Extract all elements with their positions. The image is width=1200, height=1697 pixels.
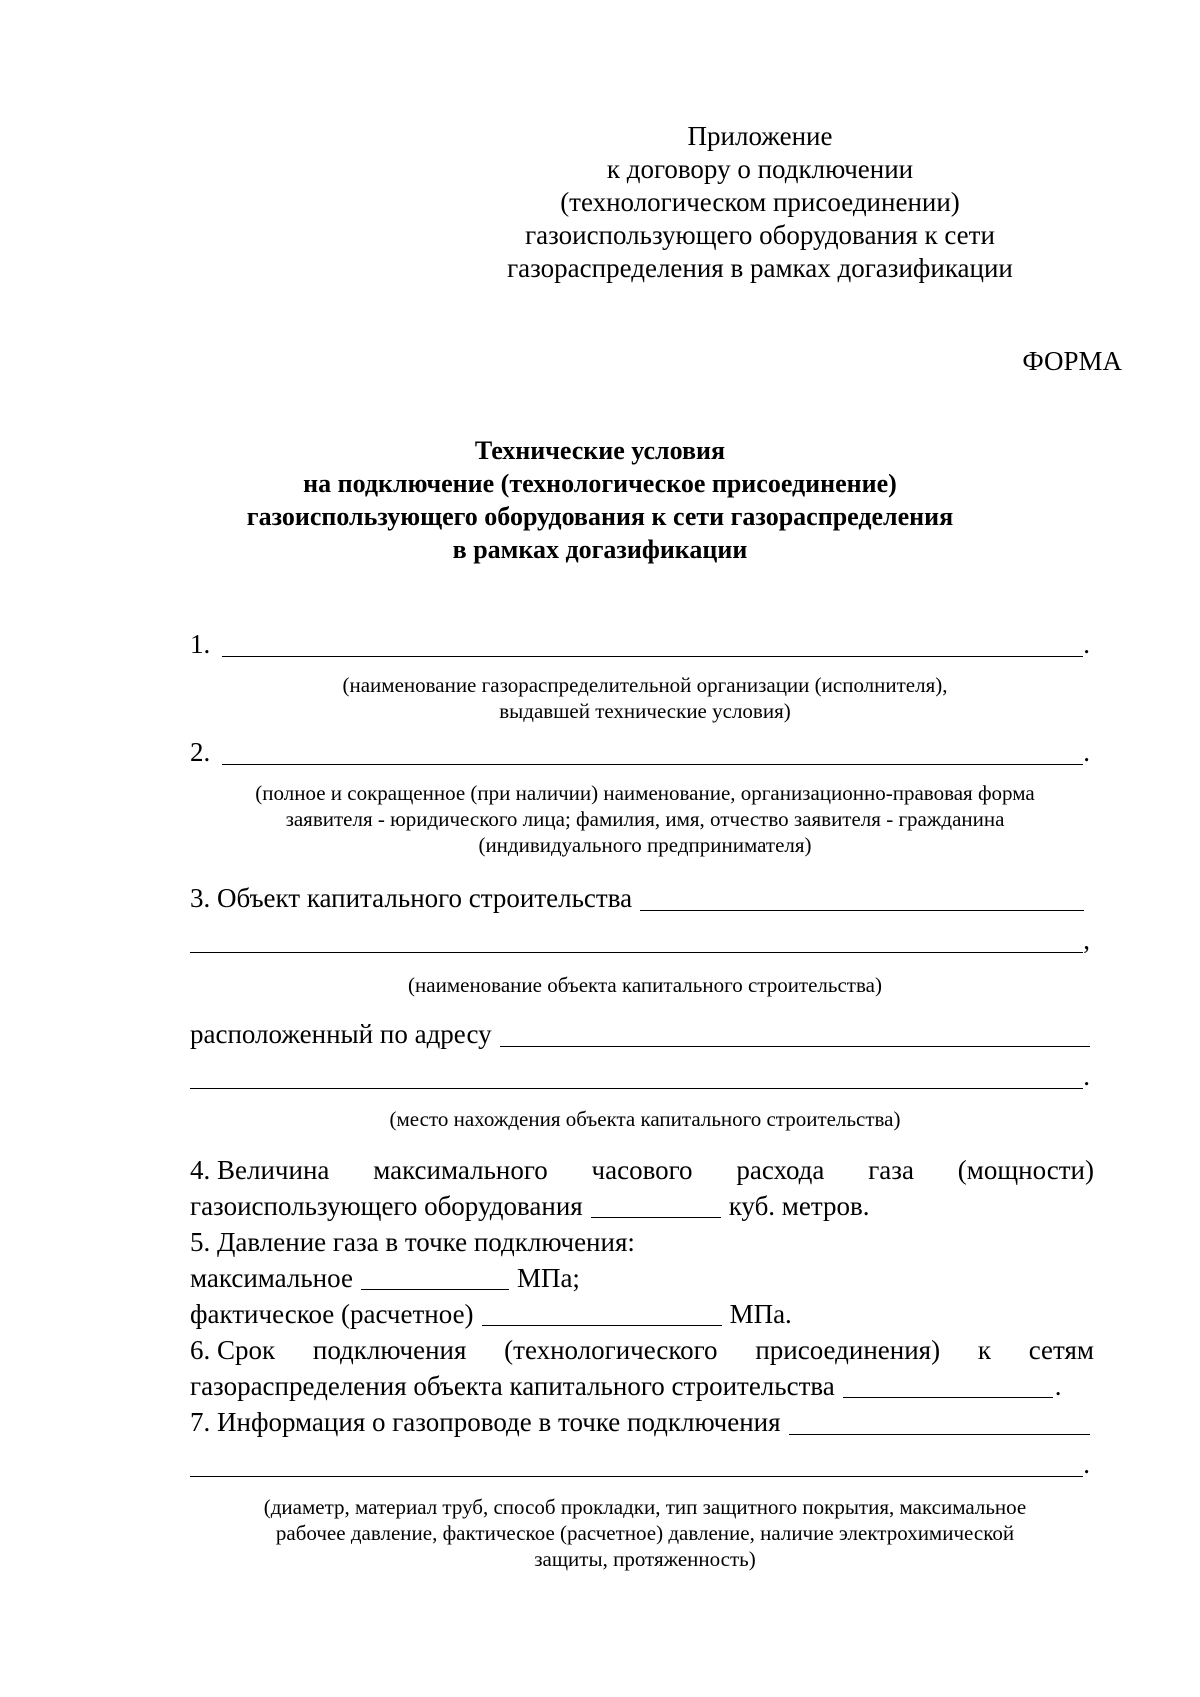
item-1-row — [190, 626, 1090, 662]
max-pressure-unit: МПа; — [516, 1263, 580, 1293]
max-pressure-label: максимальное — [190, 1263, 353, 1293]
item-6-word: к — [977, 1335, 991, 1365]
item-3-field[interactable] — [640, 880, 1084, 911]
item-3-field-continued[interactable] — [190, 922, 1083, 953]
item-6-line-2 — [190, 1368, 1062, 1404]
item-4-word: расхода — [736, 1155, 825, 1185]
address-label: расположенный по адресу — [190, 1019, 492, 1049]
title-line: в рамках догазификации — [452, 535, 748, 564]
gas-flow-field[interactable] — [591, 1189, 721, 1218]
caption-line: (место нахождения объекта капитального строительства) — [389, 1107, 901, 1131]
item-1-end: . — [1083, 629, 1090, 659]
item-6-word: подключения — [312, 1335, 467, 1365]
caption-line: (индивидуального предпринимателя) — [478, 833, 812, 857]
item-4-word: газа — [868, 1155, 914, 1185]
item-2-end: . — [1083, 737, 1090, 767]
item-5-text: 5. Давление газа в точке подключения: — [190, 1227, 635, 1257]
form-label: ФОРМА — [1022, 346, 1122, 376]
connection-term-field[interactable] — [843, 1369, 1053, 1398]
address-field[interactable] — [500, 1016, 1090, 1047]
caption-line: рабочее давление, фактическое (расчетное) давление, наличие электрохимической — [275, 1521, 1015, 1545]
item-4-line-2 — [190, 1188, 870, 1224]
item-4-line-1 — [190, 1152, 1094, 1188]
item-6-word: сетям — [1028, 1335, 1094, 1365]
address-row-2 — [190, 1058, 1090, 1094]
max-pressure-row — [190, 1260, 580, 1296]
item-7-row — [190, 1404, 1090, 1440]
item-6-line-1 — [190, 1332, 1094, 1368]
item-6-word: (технологического — [504, 1335, 718, 1365]
item-6-word: присоединения) — [755, 1335, 941, 1365]
address-field-continued[interactable] — [190, 1058, 1083, 1089]
address-caption — [180, 1106, 1110, 1132]
address-row — [190, 1016, 1090, 1052]
item-4-unit: куб. метров. — [728, 1191, 870, 1221]
max-pressure-field[interactable] — [361, 1261, 509, 1290]
item-3-label: 3. Объект капитального строительства — [190, 883, 633, 913]
item-3-row-2 — [190, 922, 1090, 958]
actual-pressure-label: фактическое (расчетное) — [190, 1299, 474, 1329]
address-end: . — [1083, 1061, 1090, 1091]
item-1-number: 1. — [190, 629, 211, 659]
item-7-end: . — [1083, 1449, 1090, 1479]
caption-line: (диаметр, материал труб, способ прокладки, тип защитного покрытия, максимальное — [263, 1495, 1027, 1519]
pipeline-info-field[interactable] — [789, 1404, 1090, 1435]
appendix-line: Приложение — [687, 121, 833, 151]
appendix-line: (технологическом присоединении) — [560, 187, 960, 217]
caption-line: (наименование газораспределительной организации (исполнителя), — [342, 673, 948, 697]
item-2-number: 2. — [190, 737, 211, 767]
appendix-line: к договору о подключении — [606, 154, 914, 184]
caption-line: (полное и сокращенное (при наличии) наименование, организационно-правовая форма — [255, 781, 1035, 805]
item-7-caption — [180, 1494, 1110, 1572]
actual-pressure-field[interactable] — [482, 1297, 722, 1326]
caption-line: выдавшей технические условия) — [499, 699, 791, 723]
item-4-word: часового — [591, 1155, 693, 1185]
item-4-label: газоиспользующего оборудования — [190, 1191, 583, 1221]
item-3-end: , — [1083, 925, 1090, 955]
actual-pressure-row — [190, 1296, 792, 1332]
item-6-word: 6. Срок — [190, 1335, 276, 1365]
item-2-field[interactable] — [222, 734, 1083, 765]
appendix-line: газоиспользующего оборудования к сети — [525, 220, 995, 250]
item-1-caption — [180, 672, 1110, 724]
document-title — [140, 434, 1060, 566]
item-2-row — [190, 734, 1090, 770]
item-6-label: газораспределения объекта капитального строительства — [190, 1371, 835, 1401]
appendix-line: газораспределения в рамках догазификации — [507, 253, 1013, 283]
item-2-caption — [180, 780, 1110, 858]
caption-line: (наименование объекта капитального строительства) — [408, 973, 882, 997]
caption-line: защиты, протяженность) — [534, 1547, 756, 1571]
item-1-field[interactable] — [222, 626, 1083, 657]
item-4-word: (мощности) — [957, 1155, 1094, 1185]
item-3-row — [190, 880, 1090, 916]
title-line: Технические условия — [474, 436, 726, 465]
item-6-end: . — [1054, 1371, 1062, 1401]
actual-pressure-unit: МПа. — [729, 1299, 792, 1329]
item-7-row-2 — [190, 1446, 1090, 1482]
appendix-header — [450, 120, 1070, 285]
pipeline-info-field-continued[interactable] — [190, 1446, 1083, 1477]
title-line: на подключение (технологическое присоединение) — [303, 469, 897, 498]
item-5-label — [190, 1224, 635, 1260]
item-3-caption — [180, 972, 1110, 998]
title-line: газоиспользующего оборудования к сети газораспределения — [246, 502, 954, 531]
item-4-word: 4. Величина — [190, 1155, 330, 1185]
item-4-word: максимального — [373, 1155, 548, 1185]
item-7-label: 7. Информация о газопроводе в точке подключения — [190, 1407, 781, 1437]
caption-line: заявителя - юридического лица; фамилия, имя, отчество заявителя - гражданина — [285, 807, 1005, 831]
